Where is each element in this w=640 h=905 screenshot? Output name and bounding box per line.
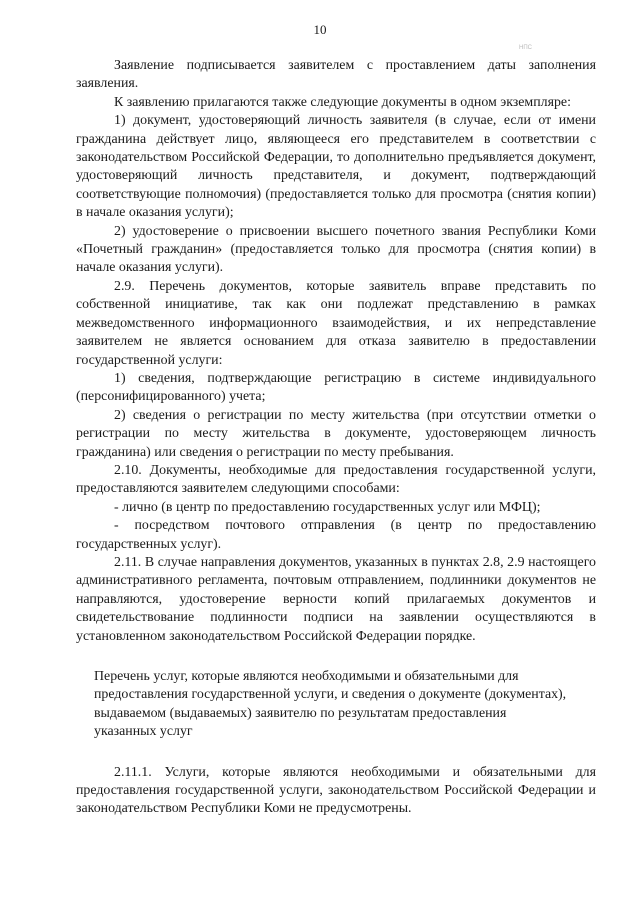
paragraph: 2.10. Документы, необходимые для предоставления государственной услуги, предоставляются заявителем следующими способами: xyxy=(76,462,596,497)
paragraph: 2.9. Перечень документов, которые заявитель вправе представить по собственной инициативе, так как они подлежат представлению в рамках межведомственного информационного взаимодействия, и их непредставление заявителем не является основанием для отказа заявителю в предоставлении государственной услуги: xyxy=(76,278,596,368)
list-item: - посредством почтового отправления (в центр по предоставлению государственных услуг). xyxy=(76,518,596,552)
heading-line: предоставления государственной услуги, и сведения о документе (документах), xyxy=(94,687,567,703)
heading-line: выдаваемом (выдаваемых) заявителю по результатам предоставления xyxy=(94,705,507,721)
document-body xyxy=(76,57,596,819)
section-heading xyxy=(76,668,596,742)
heading-line: Перечень услуг, которые являются необходимыми и обязательными для xyxy=(94,669,519,684)
list-item: - лично (в центр по предоставлению государственных услуг или МФЦ); xyxy=(114,499,541,515)
list-item: 2) сведения о регистрации по месту жительства (при отсутствии отметки о регистрации по месту жительства в документе, удостоверяющем личность гражданина) или сведения о регистрации по месту пребывания. xyxy=(76,407,596,460)
paragraph: Заявление подписывается заявителем с проставлением даты заполнения заявления. xyxy=(76,58,596,92)
list-item: 1) документ, удостоверяющий личность заявителя (в случае, если от имени гражданина действует лицо, являющееся его представителем в соответствии с законодательством Российской Федерации, то дополнительно предъявляется документ, удостоверяющий личность представителя, и документ, подтверждающий соответствующие полномочия) (предоставляется только для просмотра (снятия копии) в начале оказания услуги); xyxy=(76,113,596,221)
list-item: 1) сведения, подтверждающие регистрацию в системе индивидуального (персонифицированного) учета; xyxy=(76,370,596,405)
paragraph: К заявлению прилагаются также следующие документы в одном экземпляре: xyxy=(114,94,571,110)
page-number: 10 xyxy=(313,22,327,37)
paragraph: 2.11. В случае направления документов, указанных в пунктах 2.8, 2.9 настоящего административного регламента, почтовым отправлением, подлинники документов не направляются, удостоверение верности копий прилагаемых документов и свидетельствование подлинности подписи на заявлении осуществляются в установленном законодательством Российской Федерации порядке. xyxy=(76,554,596,644)
paragraph: 2.11.1. Услуги, которые являются необходимыми и обязательными для предоставления государственной услуги, законодательством Российской Федерации и законодательством Республики Коми не предусмотрены. xyxy=(76,764,596,817)
corner-mark: НПС xyxy=(519,45,532,51)
heading-line: указанных услуг xyxy=(94,724,193,740)
list-item: 2) удостоверение о присвоении высшего почетного звания Республики Коми «Почетный гражданин» (предоставляется только для просмотра (снятия копии) в начале оказания услуги). xyxy=(76,223,596,276)
